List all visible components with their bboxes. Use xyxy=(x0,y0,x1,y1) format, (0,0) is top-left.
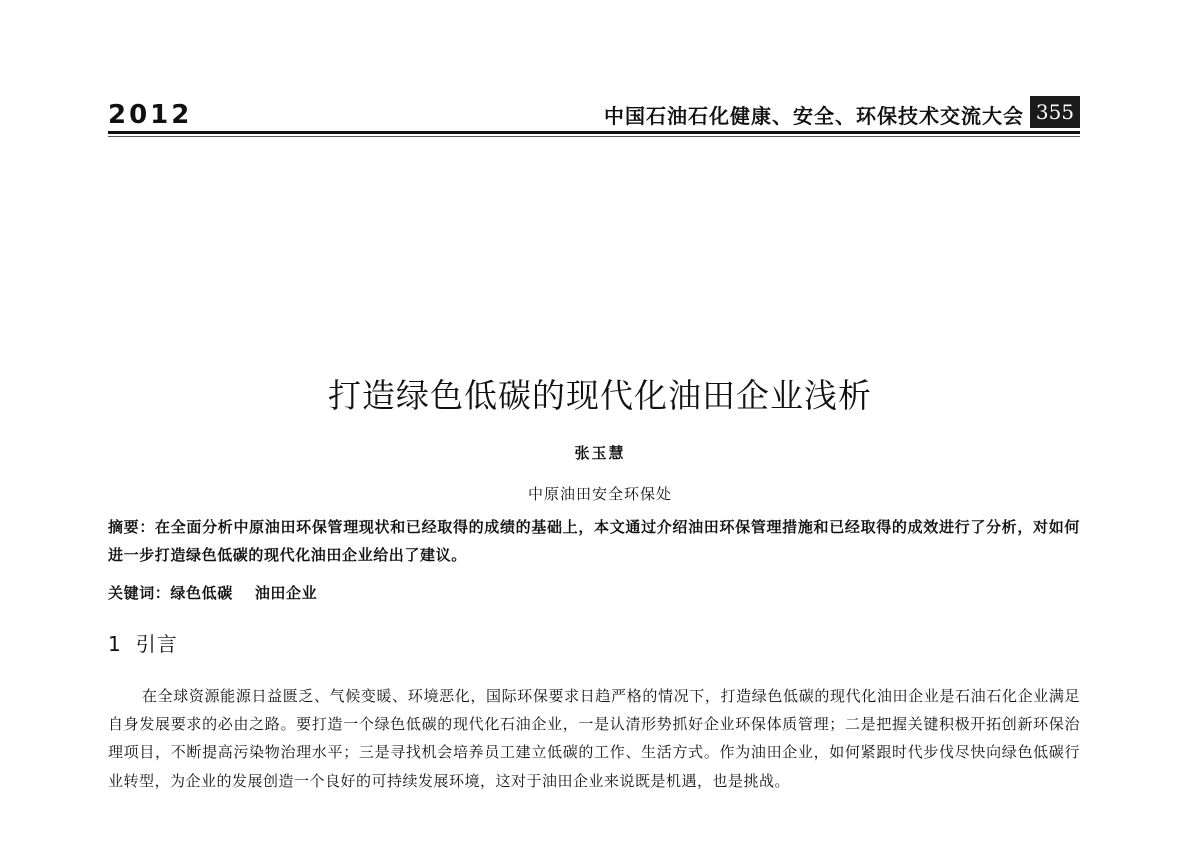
body-paragraph: 在全球资源能源日益匮乏、气候变暖、环境恶化，国际环保要求日趋严格的情况下，打造绿色低碳的现代化油田企业是石油石化企业满足自身发展要求的必由之路。要打造一个绿色低碳的现代化石油企业，一是认清形势抓好企业环保体质管理；二是把握关键积极开拓创新环保治理项目，不断提高污染物治理水平；三是寻找机会培养员工建立低碳的工作、生活方式。作为油田企业，如何紧跟时代步伐尽快向绿色低碳行业转型，为企业的发展创造一个良好的可持续发展环境，这对于油田企业来说既是机遇，也是挑战。 xyxy=(108,687,1080,790)
header-conference-title: 中国石油石化健康、安全、环保技术交流大会 xyxy=(604,104,1024,128)
running-header xyxy=(108,96,1080,130)
keywords-label: 关键词： xyxy=(108,584,171,602)
keywords xyxy=(108,581,1080,605)
section-number: 1 xyxy=(108,632,122,656)
keyword-item: 绿色低碳 xyxy=(170,584,233,602)
page-number: 355 xyxy=(1030,96,1080,128)
abstract-label: 摘要： xyxy=(108,518,156,536)
header-rule-thin xyxy=(108,136,1080,137)
keyword-item: 油田企业 xyxy=(254,584,318,602)
section-title: 引言 xyxy=(135,632,178,656)
section-heading xyxy=(108,628,178,657)
header-year: 2012 xyxy=(108,100,193,130)
abstract-text: 在全面分析中原油田环保管理现状和已经取得的成绩的基础上，本文通过介绍油田环保管理措施和已经取得的成效进行了分析，对如何进一步打造绿色低碳的现代化油田企业给出了建议。 xyxy=(108,518,1080,564)
author-affiliation: 中原油田安全环保处 xyxy=(527,485,672,503)
header-rule xyxy=(108,131,1080,134)
author-name: 张玉慧 xyxy=(574,444,626,462)
paper-title: 打造绿色低碳的现代化油田企业浅析 xyxy=(328,376,872,415)
abstract xyxy=(108,513,1080,569)
